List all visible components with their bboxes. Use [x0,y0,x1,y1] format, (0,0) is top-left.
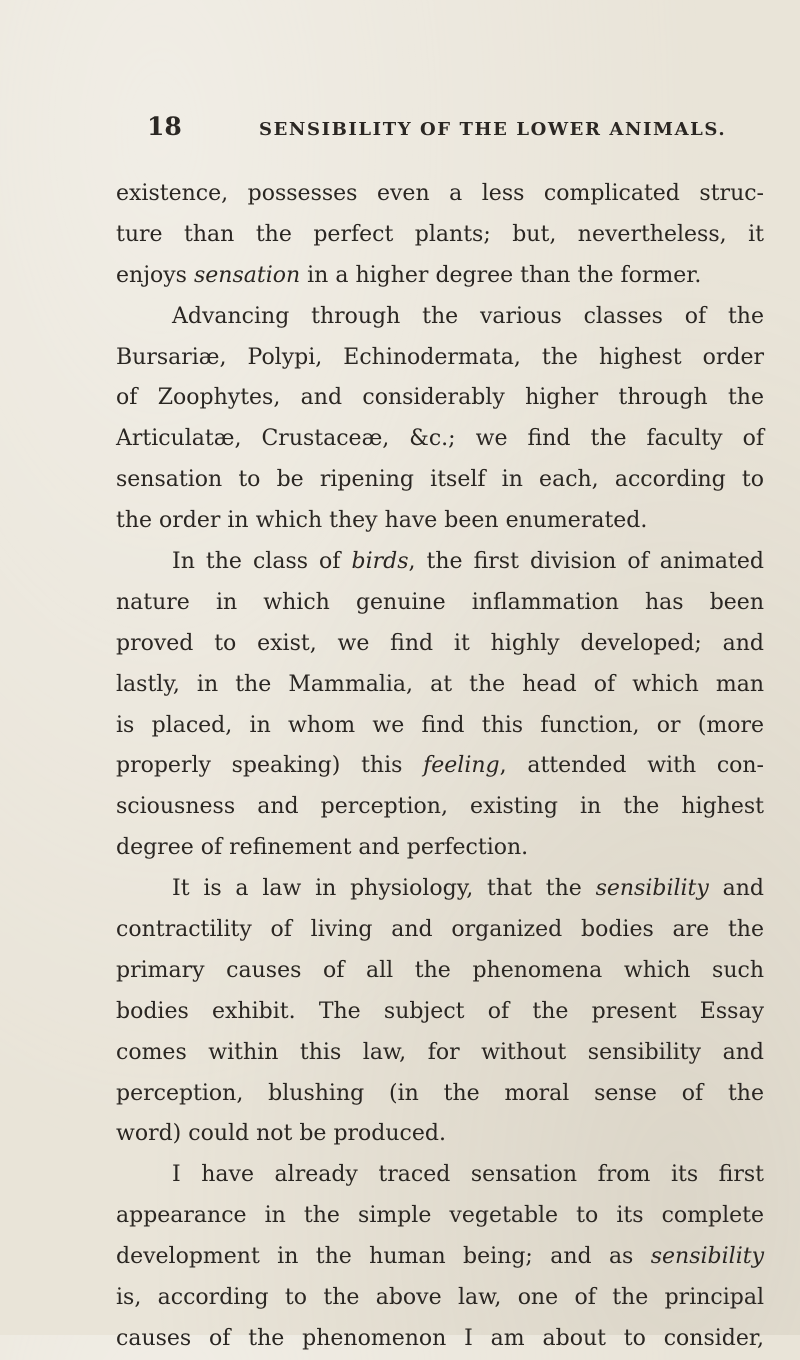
text-line [116,419,764,460]
text-segment: of Zoophytes, and considerably higher through the [116,385,764,411]
text-line [116,1237,764,1278]
text-segment: perception, blushing (in the moral sense of the [116,1080,764,1106]
text-segment: ture than the perfect plants; but, nevertheless, it [116,221,764,247]
text-segment: proved to exist, we find it highly developed; and [116,630,764,656]
text-segment: Articulatæ, Crustaceæ, &c.; we find the faculty of [116,426,764,452]
text-segment: Advancing through the various classes of the [172,303,764,329]
text-line [116,665,764,706]
text-line [116,992,764,1033]
text-line [116,910,764,951]
body-text [116,174,764,1360]
text-segment: causes of the phenomenon I am about to consider, [116,1325,764,1351]
text-line [116,1319,764,1360]
text-line [116,256,764,297]
text-segment: It is a law in physiology, that the [172,876,596,902]
text-line [116,174,764,215]
text-segment: properly speaking) this [116,753,424,779]
text-line [116,501,764,542]
text-segment: bodies exhibit. The subject of the present Essay [116,998,764,1024]
text-line [116,1033,764,1074]
text-segment: existence, possesses even a less complicated struc- [116,181,764,206]
text-segment: word) could not be produced. [116,1121,446,1147]
text-segment: is, according to the above law, one of the principal [116,1285,764,1311]
text-line [116,869,764,910]
text-segment: sciousness and perception, existing in the highest [116,794,764,820]
text-line [116,338,764,379]
text-segment: development in the human being; and as [116,1244,651,1270]
text-segment: comes within this law, for without sensibility and [116,1039,764,1065]
text-line [116,1196,764,1237]
text-line [116,828,764,869]
text-segment: sensation to be ripening itself in each, according to [116,467,764,493]
text-line [116,746,764,787]
text-line [116,624,764,665]
text-segment: appearance in the simple vegetable to its complete [116,1203,764,1229]
text-line [116,542,764,583]
italic-text: birds [351,549,409,575]
text-segment: lastly, in the Mammalia, at the head of which man [116,671,764,697]
text-line [116,1278,764,1319]
text-segment: nature in which genuine inflammation has been [116,589,764,615]
text-line [116,460,764,501]
text-line [116,951,764,992]
text-line [116,787,764,828]
running-head [147,112,767,152]
italic-text: sensibility [595,876,709,902]
text-segment: and [708,876,764,902]
page-number: 18 [147,112,182,141]
text-line [116,1074,764,1115]
text-line [116,215,764,256]
text-segment: is placed, in whom we find this function, or (more [116,712,764,738]
text-line [116,378,764,419]
text-line [116,297,764,338]
text-segment: enjoys [116,262,194,288]
text-segment: , the first division of animated [408,549,764,575]
text-segment: , attended with con- [499,753,764,779]
text-segment: In the class of [172,549,352,575]
text-segment: degree of refinement and perfection. [116,835,529,861]
text-segment: Bursariæ, Polypi, Echinodermata, the highest order [116,344,764,370]
text-line [116,583,764,624]
text-segment: contractility of living and organized bodies are the [116,917,764,943]
italic-text: sensation [193,262,301,288]
italic-text: feeling [423,753,500,779]
italic-text: sensibility [650,1244,764,1270]
text-segment: in a higher degree than the former. [300,262,702,288]
text-line [116,1114,764,1155]
text-line [116,706,764,747]
text-line [116,1155,764,1196]
text-segment: I have already traced sensation from its first [172,1162,764,1188]
text-segment: primary causes of all the phenomena which such [116,957,764,983]
text-segment: the order in which they have been enumerated. [116,508,648,534]
running-title: SENSIBILITY OF THE LOWER ANIMALS. [259,119,727,140]
